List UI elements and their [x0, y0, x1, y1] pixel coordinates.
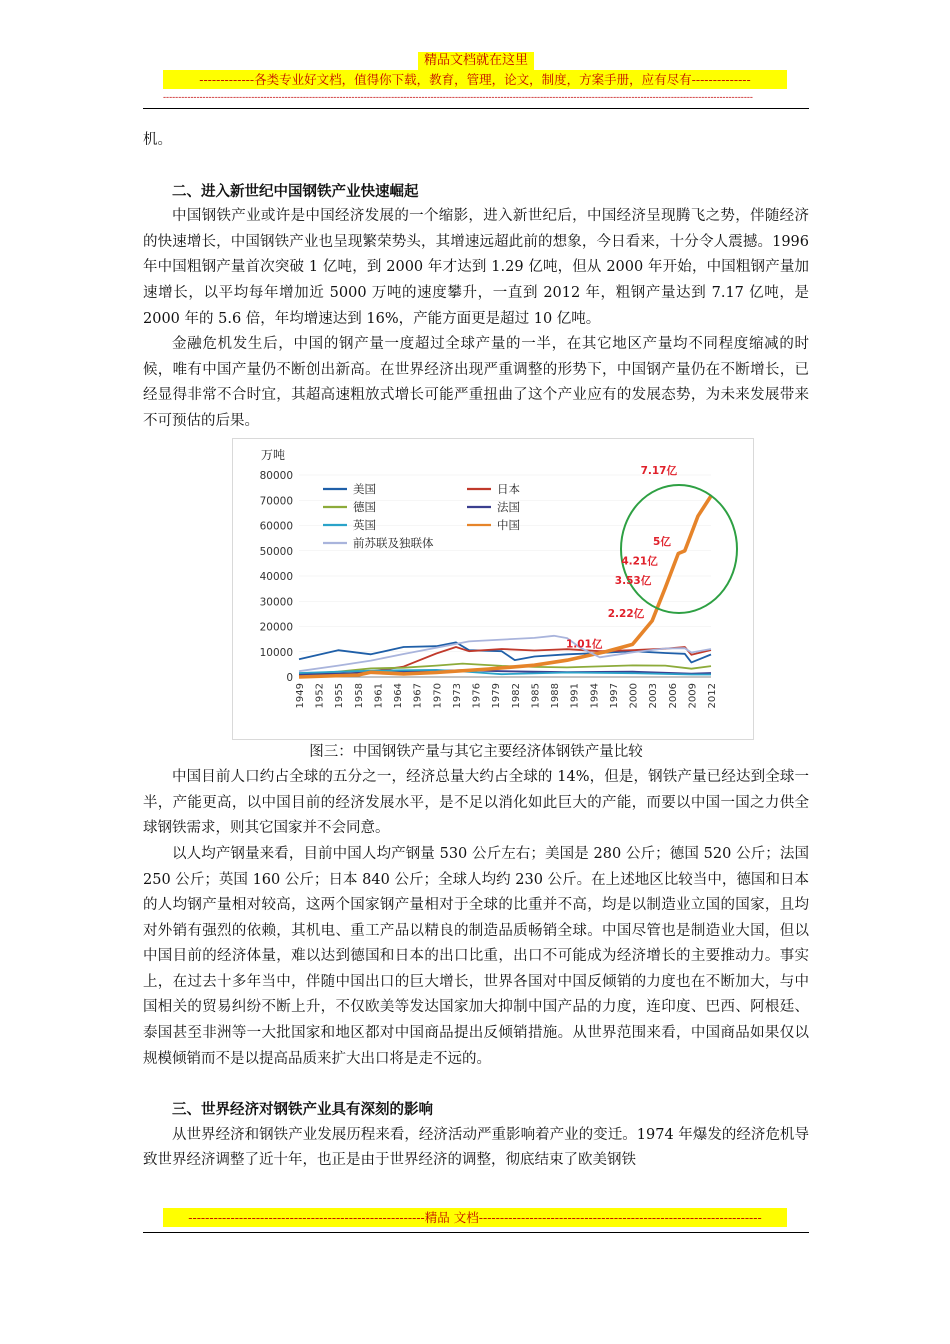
header-rule [143, 108, 809, 109]
chart-unit-label: 万吨 [261, 447, 286, 462]
chart-x-tick-label: 1958 [353, 682, 365, 708]
paragraph-continued: 机。 [143, 132, 172, 148]
chart-x-tick-label: 2000 [628, 682, 640, 708]
header-title: 精品文档就在这里 [418, 52, 534, 70]
chart-y-tick-label: 70000 [259, 494, 293, 507]
spacer [143, 1072, 809, 1097]
chart-x-tick-label: 2006 [667, 682, 679, 708]
chart-x-tick-label: 1991 [569, 682, 581, 708]
chart-y-tick-label: 0 [286, 671, 293, 684]
document-body [143, 128, 809, 1174]
footer-banner: --------------------------------------------------------精品 文档------------------------------------------------------------------- [163, 1208, 787, 1227]
chart-y-tick-label: 80000 [259, 469, 293, 482]
chart-x-tick-label: 2003 [648, 682, 660, 708]
chart-x-tick-label: 1952 [314, 682, 326, 708]
section-heading-2: 二、进入新世纪中国钢铁产业快速崛起 [172, 182, 419, 200]
chart-legend-label: 德国 [353, 499, 376, 514]
chart-legend-label: 法国 [497, 499, 520, 514]
figure-caption: 图三：中国钢铁产量与其它主要经济体钢铁产量比较 [309, 743, 643, 760]
chart-x-tick-label: 1997 [608, 682, 620, 708]
chart-x-tick-label: 1949 [295, 682, 306, 708]
chart-legend-label: 英国 [353, 517, 376, 532]
chart-data-label: 1.01亿 [565, 638, 603, 651]
chart-x-tick-label: 1988 [550, 682, 562, 708]
chart-x-tick-label: 1970 [432, 682, 444, 708]
chart-y-tick-label: 40000 [259, 570, 293, 583]
chart-legend-label: 前苏联及独联体 [353, 535, 434, 550]
chart-y-tick-label: 20000 [259, 621, 293, 634]
chart-highlight-ellipse [621, 485, 737, 613]
header-dashes: -------------------------------------------------------------------------------------------------------------------------------------------------------------------------------------------------- [163, 93, 753, 103]
paragraph-2: 金融危机发生后，中国的钢产量一度超过全球产量的一半，在其它地区产量均不同程度缩减的时候，唯有中国产量仍不断创出新高。在世界经济出现严重调整的形势下，中国钢产量仍在不断增长，已经显得非常不合时宜，其超高速粗放式增长可能严重扭曲了这个产业应有的发展态势，为未来发展带来不可预估的后果。 [143, 336, 809, 429]
chart-y-tick-label: 10000 [259, 646, 293, 659]
chart-y-tick-label: 50000 [259, 545, 293, 558]
paragraph-5: 从世界经济和钢铁产业发展历程来看，经济活动严重影响着产业的变迁。1974 年爆发的经济危机导致世界经济调整了近十年，也正是由于世界经济的调整，彻底结束了欧美钢铁 [143, 1126, 809, 1169]
chart-legend-label: 日本 [497, 481, 520, 496]
paragraph-1: 中国钢铁产业或许是中国经济发展的一个缩影，进入新世纪后，中国经济呈现腾飞之势，伴随经济的快速增长，中国钢铁产业也呈现繁荣势头，其增速远超此前的想象，今日看来，十分令人震撼。1996 年中国粗钢产量首次突破 1 亿吨，到 2000 年才达到 1.29 亿吨，但从 2000 年开始，中国粗钢产量加速增长，以平均每年增加近 5000 万吨的速度攀升，一直到 2012 年，粗钢产量达到 7.17 亿吨，是 2000 年的 5.6 倍，年均增速达到 16%，产能方面更是超过 10 亿吨。 [143, 208, 809, 327]
chart-x-tick-label: 1979 [491, 682, 503, 708]
chart-x-tick-label: 1976 [471, 682, 483, 708]
chart-y-tick-label: 30000 [259, 595, 293, 608]
chart-x-tick-label: 1961 [373, 682, 385, 708]
chart-x-tick-label: 1994 [589, 682, 601, 708]
chart-legend-label: 美国 [353, 481, 376, 496]
chart-x-tick-label: 1955 [334, 682, 346, 708]
paragraph-4: 以人均产钢量来看，目前中国人均产钢量 530 公斤左右；美国是 280 公斤；德国 520 公斤；法国 250 公斤；英国 160 公斤；日本 840 公斤；全球人均约 230 公斤。在上述地区比较当中，德国和日本的人均钢产量相对较高，这两个国家钢产量相对于全球的比重并不高，均是以制造业立国的国家，且均对外销有强烈的依赖，其机电、重工产品以精良的制造品质畅销全球。中国尽管也是制造业大国，但以中国目前的经济体量，难以达到德国和日本的出口比重，出口不可能成为经济增长的主要推动力。事实上，在过去十多年当中，伴随中国出口的巨大增长，世界各国对中国反倾销的力度也在不断加大，与中国相关的贸易纠纷不断上升，不仅欧美等发达国家加大抑制中国产品的力度，连印度、巴西、阿根廷、泰国甚至非洲等一大批国家和地区都对中国商品提出反倾销措施。从世界范围来看，中国商品如果仅以规模倾销而不是以提高品质来扩大出口将是走不远的。 [143, 845, 809, 1067]
paragraph-3: 中国目前人口约占全球的五分之一，经济总量大约占全球的 14%，但是，钢铁产量已经达到全球一半，产能更高，以中国目前的经济发展水平，是不足以消化如此巨大的产能，而要以中国一国之力供全球钢铁需求，则其它国家并不会同意。 [143, 769, 809, 837]
chart-y-tick-label: 60000 [259, 520, 293, 533]
section-heading-3: 三、世界经济对钢铁产业具有深刻的影响 [172, 1101, 433, 1119]
chart-data-label: 4.21亿 [621, 555, 658, 568]
chart-data-label: 5亿 [653, 535, 671, 548]
spacer [143, 154, 809, 179]
chart-x-tick-label: 1985 [530, 682, 542, 708]
chart-x-tick-label: 2009 [687, 682, 699, 708]
chart-x-tick-label: 2012 [707, 682, 718, 708]
chart-data-label: 2.22亿 [607, 607, 645, 620]
chart-data-label: 3.53亿 [614, 574, 652, 587]
chart-x-tick-label: 1964 [393, 682, 405, 708]
chart-svg [233, 439, 753, 739]
steel-production-chart [232, 438, 754, 740]
chart-x-tick-label: 1982 [510, 682, 522, 708]
chart-legend-label: 中国 [497, 517, 520, 532]
chart-x-tick-label: 1973 [451, 682, 463, 708]
chart-series-line [299, 642, 711, 662]
footer-rule [143, 1232, 809, 1233]
chart-data-label: 7.17亿 [640, 464, 677, 477]
chart-x-tick-label: 1967 [412, 682, 424, 708]
header-subtitle: -------------各类专业好文档，值得你下载，教育，管理，论文，制度，方案手册，应有尽有-------------- [163, 70, 787, 89]
